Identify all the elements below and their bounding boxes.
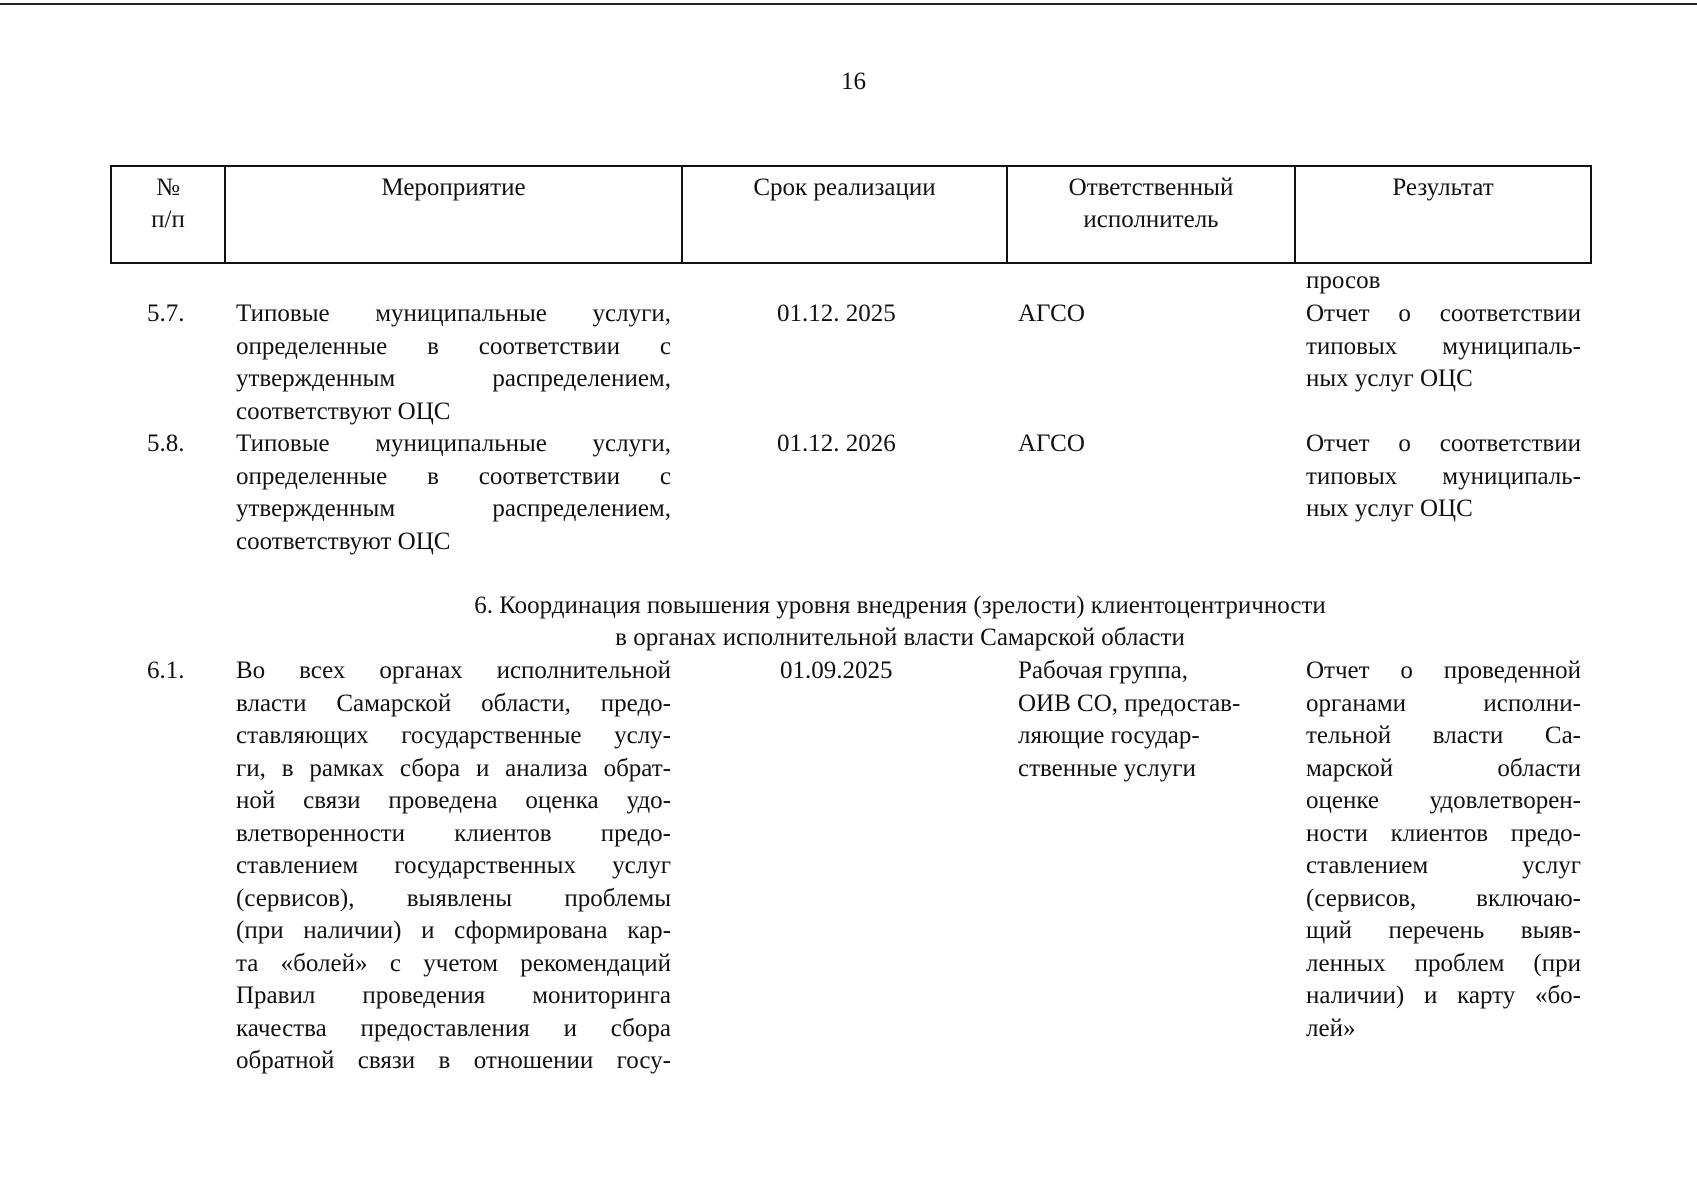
row-6-1-deadline: 01.09.2025 <box>780 657 893 684</box>
result-line: ных услуг ОЦС <box>1306 365 1473 392</box>
row-5-8-result <box>1306 428 1581 526</box>
result-line: лей» <box>1306 1014 1356 1042</box>
activity-line: (при наличии) и сформирована кар- <box>236 917 671 944</box>
activity-line: Во всех органах исполнительной <box>236 657 671 684</box>
activity-line: ставляющих государственные услу- <box>236 722 671 749</box>
result-line: ленных проблем (при <box>1306 949 1581 977</box>
header-activity: Мероприятие <box>226 167 683 262</box>
row-5-7-number: 5.7. <box>147 300 185 327</box>
activity-line: (сервисов), выявлены проблемы <box>236 884 671 912</box>
row-5-8-number: 5.8. <box>147 430 185 457</box>
header-number-line1: № <box>156 174 180 201</box>
activity-line: утвержденным распределением, <box>236 365 671 392</box>
activity-line: та «болей» с учетом рекомендаций <box>236 949 671 977</box>
carryover-text: просов <box>1306 267 1381 294</box>
page-number: 16 <box>841 68 866 95</box>
activity-line: Правил проведения мониторинга <box>236 982 671 1009</box>
row-6-1-executor <box>1018 655 1240 785</box>
executor-line: ственные услуги <box>1018 754 1196 782</box>
activity-line: соответствуют ОЦС <box>236 397 451 425</box>
executor-line: Рабочая группа, <box>1018 657 1189 684</box>
header-executor-line1: Ответственный <box>1068 174 1234 201</box>
row-5-7-activity <box>236 298 671 428</box>
activity-line: качества предоставления и сбора <box>236 1014 671 1042</box>
row-5-8-activity <box>236 428 671 558</box>
activity-line: утвержденным распределением, <box>236 495 671 522</box>
row-6-1-activity <box>236 655 671 1078</box>
header-executor <box>1008 167 1296 262</box>
row-5-7-deadline: 01.12. 2025 <box>777 300 896 327</box>
activity-line: соответствуют ОЦС <box>236 527 451 555</box>
activity-line: власти Самарской области, предо- <box>236 689 671 717</box>
executor-line: ляющие государ- <box>1018 722 1200 749</box>
header-executor-line2: исполнитель <box>1083 206 1219 233</box>
activity-line: Типовые муниципальные услуги, <box>236 300 671 327</box>
row-5-7-result <box>1306 298 1581 396</box>
header-number <box>112 167 226 262</box>
table-header <box>110 165 1592 264</box>
result-line: (сервисов, включаю- <box>1306 884 1581 912</box>
row-5-8-deadline: 01.12. 2026 <box>777 430 896 457</box>
activity-line: ной связи проведена оценка удо- <box>236 787 671 814</box>
result-line: Отчет о соответствии <box>1306 300 1581 327</box>
result-line: наличии) и карту «бо- <box>1306 982 1581 1009</box>
section-6-title-line1: 6. Координация повышения уровня внедрения (зрелости) клиентоцентричности <box>474 592 1326 619</box>
activity-line: ги, в рамках сбора и анализа обрат- <box>236 754 671 782</box>
result-line: типовых муниципаль- <box>1306 332 1581 360</box>
activity-line: обратной связи в отношении госу- <box>236 1047 671 1074</box>
row-5-7-executor: АГСО <box>1018 300 1085 327</box>
result-line: типовых муниципаль- <box>1306 462 1581 490</box>
row-5-8-executor: АГСО <box>1018 430 1085 457</box>
activity-line: определенные в соответствии с <box>236 332 671 360</box>
result-line: ности клиентов предо- <box>1306 819 1581 847</box>
header-result: Результат <box>1392 174 1494 201</box>
result-line: органами исполни- <box>1306 689 1581 717</box>
executor-line: ОИВ СО, предостав- <box>1018 689 1241 717</box>
activity-line: определенные в соответствии с <box>236 462 671 490</box>
result-line: Отчет о соответствии <box>1306 430 1581 457</box>
section-6-title-line2: в органах исполнительной власти Самарской области <box>615 624 1185 651</box>
result-line: щий перечень выяв- <box>1306 917 1581 944</box>
row-6-1-number: 6.1. <box>147 657 185 684</box>
result-line: марской области <box>1306 754 1581 782</box>
row-6-1-result <box>1306 655 1581 1045</box>
result-line: ставлением услуг <box>1306 852 1581 879</box>
activity-line: влетворенности клиентов предо- <box>236 819 671 847</box>
result-line: тельной власти Са- <box>1306 722 1581 749</box>
activity-line: Типовые муниципальные услуги, <box>236 430 671 457</box>
activity-line: ставлением государственных услуг <box>236 852 671 879</box>
top-border-line <box>0 3 1697 5</box>
result-line: Отчет о проведенной <box>1306 657 1581 684</box>
result-line: ных услуг ОЦС <box>1306 495 1473 522</box>
header-deadline: Срок реализации <box>683 167 1008 262</box>
result-line: оценке удовлетворен- <box>1306 787 1581 814</box>
header-number-line2: п/п <box>151 206 185 233</box>
